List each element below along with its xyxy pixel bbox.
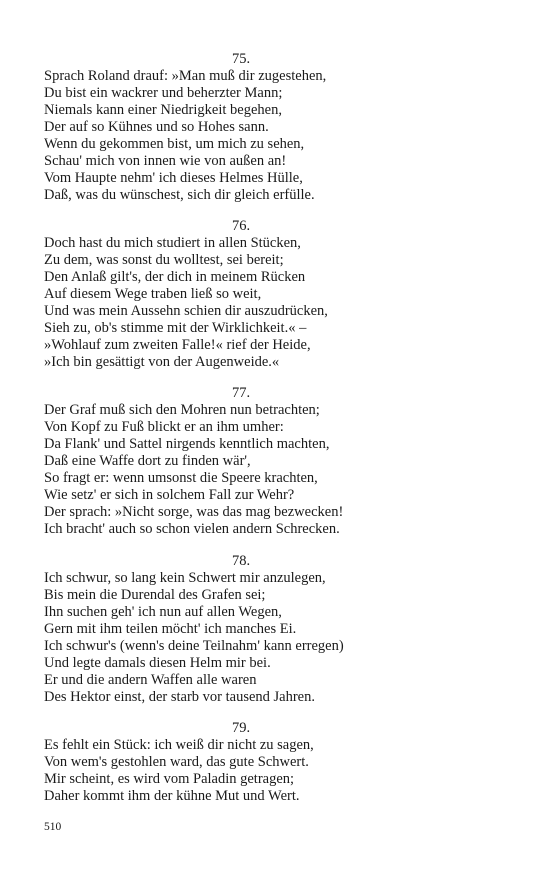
verse-line: Der auf so Kühnes und so Hohes sann. [44,119,269,135]
verse-line: Des Hektor einst, der starb vor tausend Jahren. [44,689,315,705]
stanza-78 [44,553,514,706]
verse-line: Da Flank' und Sattel nirgends kenntlich machten, [44,436,330,452]
verse-line: Bis mein die Durendal des Grafen sei; [44,587,266,603]
verse-line: Schau' mich von innen wie von außen an! [44,153,287,169]
verse-line: Von Kopf zu Fuß blickt er an ihm umher: [44,419,284,435]
stanza-number: 77. [231,385,251,401]
verse-line: Ich schwur's (wenn's deine Teilnahm' kann erregen) [44,638,344,654]
verse-line: Daher kommt ihm der kühne Mut und Wert. [44,788,300,804]
stanza-number: 75. [231,51,251,67]
verse-line: Ich schwur, so lang kein Schwert mir anzulegen, [44,570,326,586]
stanza-number: 76. [231,218,251,234]
verse-line: Auf diesem Wege traben ließ so weit, [44,286,262,302]
verse-line: Mir scheint, es wird vom Paladin getragen; [44,771,295,787]
verse-line: Niemals kann einer Niedrigkeit begehen, [44,102,282,118]
verse-line: Du bist ein wackrer und beherzter Mann; [44,85,283,101]
stanza-number: 79. [231,720,251,736]
verse-line: Doch hast du mich studiert in allen Stücken, [44,235,301,251]
verse-line: »Wohlauf zum zweiten Falle!« rief der Heide, [44,337,311,353]
verse-line: Daß eine Waffe dort zu finden wär', [44,453,251,469]
verse-line: Von wem's gestohlen ward, das gute Schwert. [44,754,309,770]
verse-line: Zu dem, was sonst du wolltest, sei bereit; [44,252,284,268]
verse-line: Wie setz' er sich in solchem Fall zur Wehr? [44,487,295,503]
verse-line: Und was mein Aussehn schien dir auszudrücken, [44,303,328,319]
verse-line: Der sprach: »Nicht sorge, was das mag bezwecken! [44,504,344,520]
verse-line: Sprach Roland drauf: »Man muß dir zugestehen, [44,68,327,84]
verse-line: Er und die andern Waffen alle waren [44,672,257,688]
page-number: 510 [44,821,62,833]
stanza-77 [44,385,514,538]
verse-line: Ich bracht' auch so schon vielen andern Schrecken. [44,521,340,537]
verse-line: Wenn du gekommen bist, um mich zu sehen, [44,136,305,152]
verse-line: Gern mit ihm teilen möcht' ich manches Ei. [44,621,297,637]
verse-line: Vom Haupte nehm' ich dieses Helmes Hülle, [44,170,303,186]
stanza-76 [44,218,514,371]
verse-line: Es fehlt ein Stück: ich weiß dir nicht zu sagen, [44,737,314,753]
verse-line: Den Anlaß gilt's, der dich in meinem Rücken [44,269,306,285]
stanza-79 [44,720,514,805]
stanza-number: 78. [231,553,251,569]
verse-line: Der Graf muß sich den Mohren nun betrachten; [44,402,320,418]
verse-line: »Ich bin gesättigt von der Augenweide.« [44,354,280,370]
verse-line: So fragt er: wenn umsonst die Speere krachten, [44,470,318,486]
verse-line: Sieh zu, ob's stimme mit der Wirklichkeit.« – [44,320,307,336]
stanza-75 [44,51,514,204]
verse-line: Und legte damals diesen Helm mir bei. [44,655,271,671]
verse-line: Ihn suchen geh' ich nun auf allen Wegen, [44,604,282,620]
verse-line: Daß, was du wünschest, sich dir gleich erfülle. [44,187,315,203]
